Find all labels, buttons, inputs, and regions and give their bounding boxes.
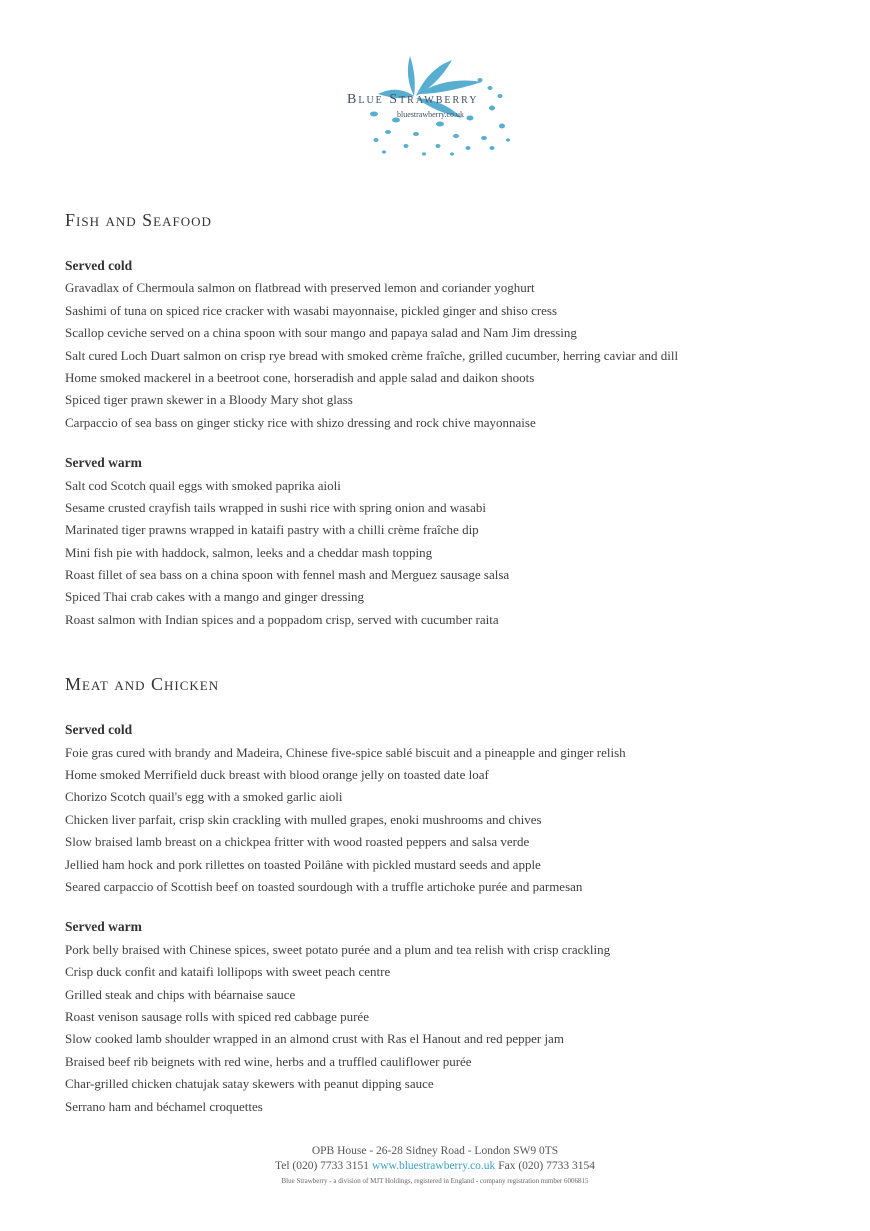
menu-group-cold	[65, 719, 855, 898]
group-title: Served warm	[65, 455, 142, 471]
menu-section-meat	[65, 667, 855, 1118]
footer-fax: Fax (020) 7733 3154	[498, 1160, 595, 1172]
menu-group-cold	[65, 255, 855, 434]
menu-group-warm	[65, 916, 855, 1118]
section-title: Fish and Seafood	[65, 210, 212, 230]
menu-item: Sashimi of tuna on spiced rice cracker with wasabi mayonnaise, pickled ginger and shiso cress	[65, 302, 558, 318]
menu-item: Serrano ham and béchamel croquettes	[65, 1098, 263, 1114]
menu-item: Home smoked Merrifield duck breast with blood orange jelly on toasted date loaf	[65, 767, 489, 783]
group-title: Served cold	[65, 258, 133, 273]
menu-item: Slow braised lamb breast on a chickpea fritter with wood roasted peppers and salsa verde	[65, 834, 530, 850]
footer	[0, 1144, 870, 1188]
menu-item: Foie gras cured with brandy and Madeira, Chinese five-spice sablé biscuit and a pineapple and ginger relish	[65, 744, 626, 760]
menu-item: Marinated tiger prawns wrapped in kataifi pastry with a chilli crème fraîche dip	[65, 522, 479, 538]
menu-item: Pork belly braised with Chinese spices, sweet potato purée and a plum and tea relish with crisp crackling	[65, 941, 611, 957]
menu-item: Mini fish pie with haddock, salmon, leeks and a cheddar mash topping	[65, 544, 433, 560]
footer-website-link[interactable]: www.bluestrawberry.co.uk	[371, 1160, 496, 1172]
menu-item: Scallop ceviche served on a china spoon with sour mango and papaya salad and Nam Jim dressing	[65, 325, 577, 341]
menu-item: Salt cod Scotch quail eggs with smoked paprika aioli	[65, 477, 341, 493]
menu-item: Slow cooked lamb shoulder wrapped in an almond crust with Ras el Hanout and red pepper jam	[65, 1031, 564, 1047]
menu-item: Chorizo Scotch quail's egg with a smoked garlic aioli	[65, 789, 343, 805]
footer-contact	[0, 1158, 870, 1174]
menu-content	[65, 203, 855, 1154]
brand-name: Blue Strawberry	[347, 92, 479, 107]
section-title: Meat and Chicken	[65, 674, 220, 695]
menu-item: Roast venison sausage rolls with spiced red cabbage purée	[65, 1008, 369, 1024]
footer-tel: Tel (020) 7733 3151	[275, 1160, 370, 1172]
menu-item: Spiced tiger prawn skewer in a Bloody Mary shot glass	[65, 392, 353, 408]
menu-item: Spiced Thai crab cakes with a mango and ginger dressing	[65, 589, 365, 605]
menu-item: Home smoked mackerel in a beetroot cone, horseradish and apple salad and daikon shoots	[65, 369, 535, 385]
menu-item: Jellied ham hock and pork rillettes on toasted Poilâne with pickled mustard seeds and apple	[65, 856, 541, 872]
menu-item: Salt cured Loch Duart salmon on crisp rye bread with smoked crème fraîche, grilled cucumber, herring caviar and dill	[65, 347, 679, 363]
menu-item: Gravadlax of Chermoula salmon on flatbread with preserved lemon and coriander yoghurt	[65, 280, 535, 296]
menu-item: Roast fillet of sea bass on a china spoon with fennel mash and Merguez sausage salsa	[65, 567, 510, 583]
footer-address: OPB House - 26-28 Sidney Road - London SW9 0TS	[311, 1145, 559, 1157]
menu-item: Crisp duck confit and kataifi lollipops with sweet peach centre	[65, 964, 391, 980]
menu-group-warm	[65, 452, 855, 631]
brand-logo	[340, 48, 540, 160]
menu-item: Carpaccio of sea bass on ginger sticky rice with shizo dressing and rock chive mayonnaise	[65, 414, 536, 430]
menu-item: Braised beef rib beignets with red wine, herbs and a truffled cauliflower purée	[65, 1053, 472, 1069]
footer-legal: Blue Strawberry - a division of MJT Holdings, registered in England - company registration number 6006815	[281, 1177, 589, 1185]
brand-url: bluestrawberry.co.uk	[397, 110, 465, 119]
menu-item: Char-grilled chicken chatujak satay skewers with peanut dipping sauce	[65, 1076, 434, 1092]
menu-item: Grilled steak and chips with béarnaise sauce	[65, 986, 296, 1002]
menu-item: Seared carpaccio of Scottish beef on toasted sourdough with a truffle artichoke purée and parmesan	[65, 878, 583, 894]
group-title: Served cold	[65, 722, 133, 738]
menu-item: Chicken liver parfait, crisp skin crackling with mulled grapes, enoki mushrooms and chives	[65, 811, 542, 827]
menu-section-fish	[65, 203, 855, 631]
group-title: Served warm	[65, 919, 142, 935]
menu-item: Roast salmon with Indian spices and a poppadom crisp, served with cucumber raita	[65, 611, 499, 627]
menu-item: Sesame crusted crayfish tails wrapped in sushi rice with spring onion and wasabi	[65, 499, 486, 515]
